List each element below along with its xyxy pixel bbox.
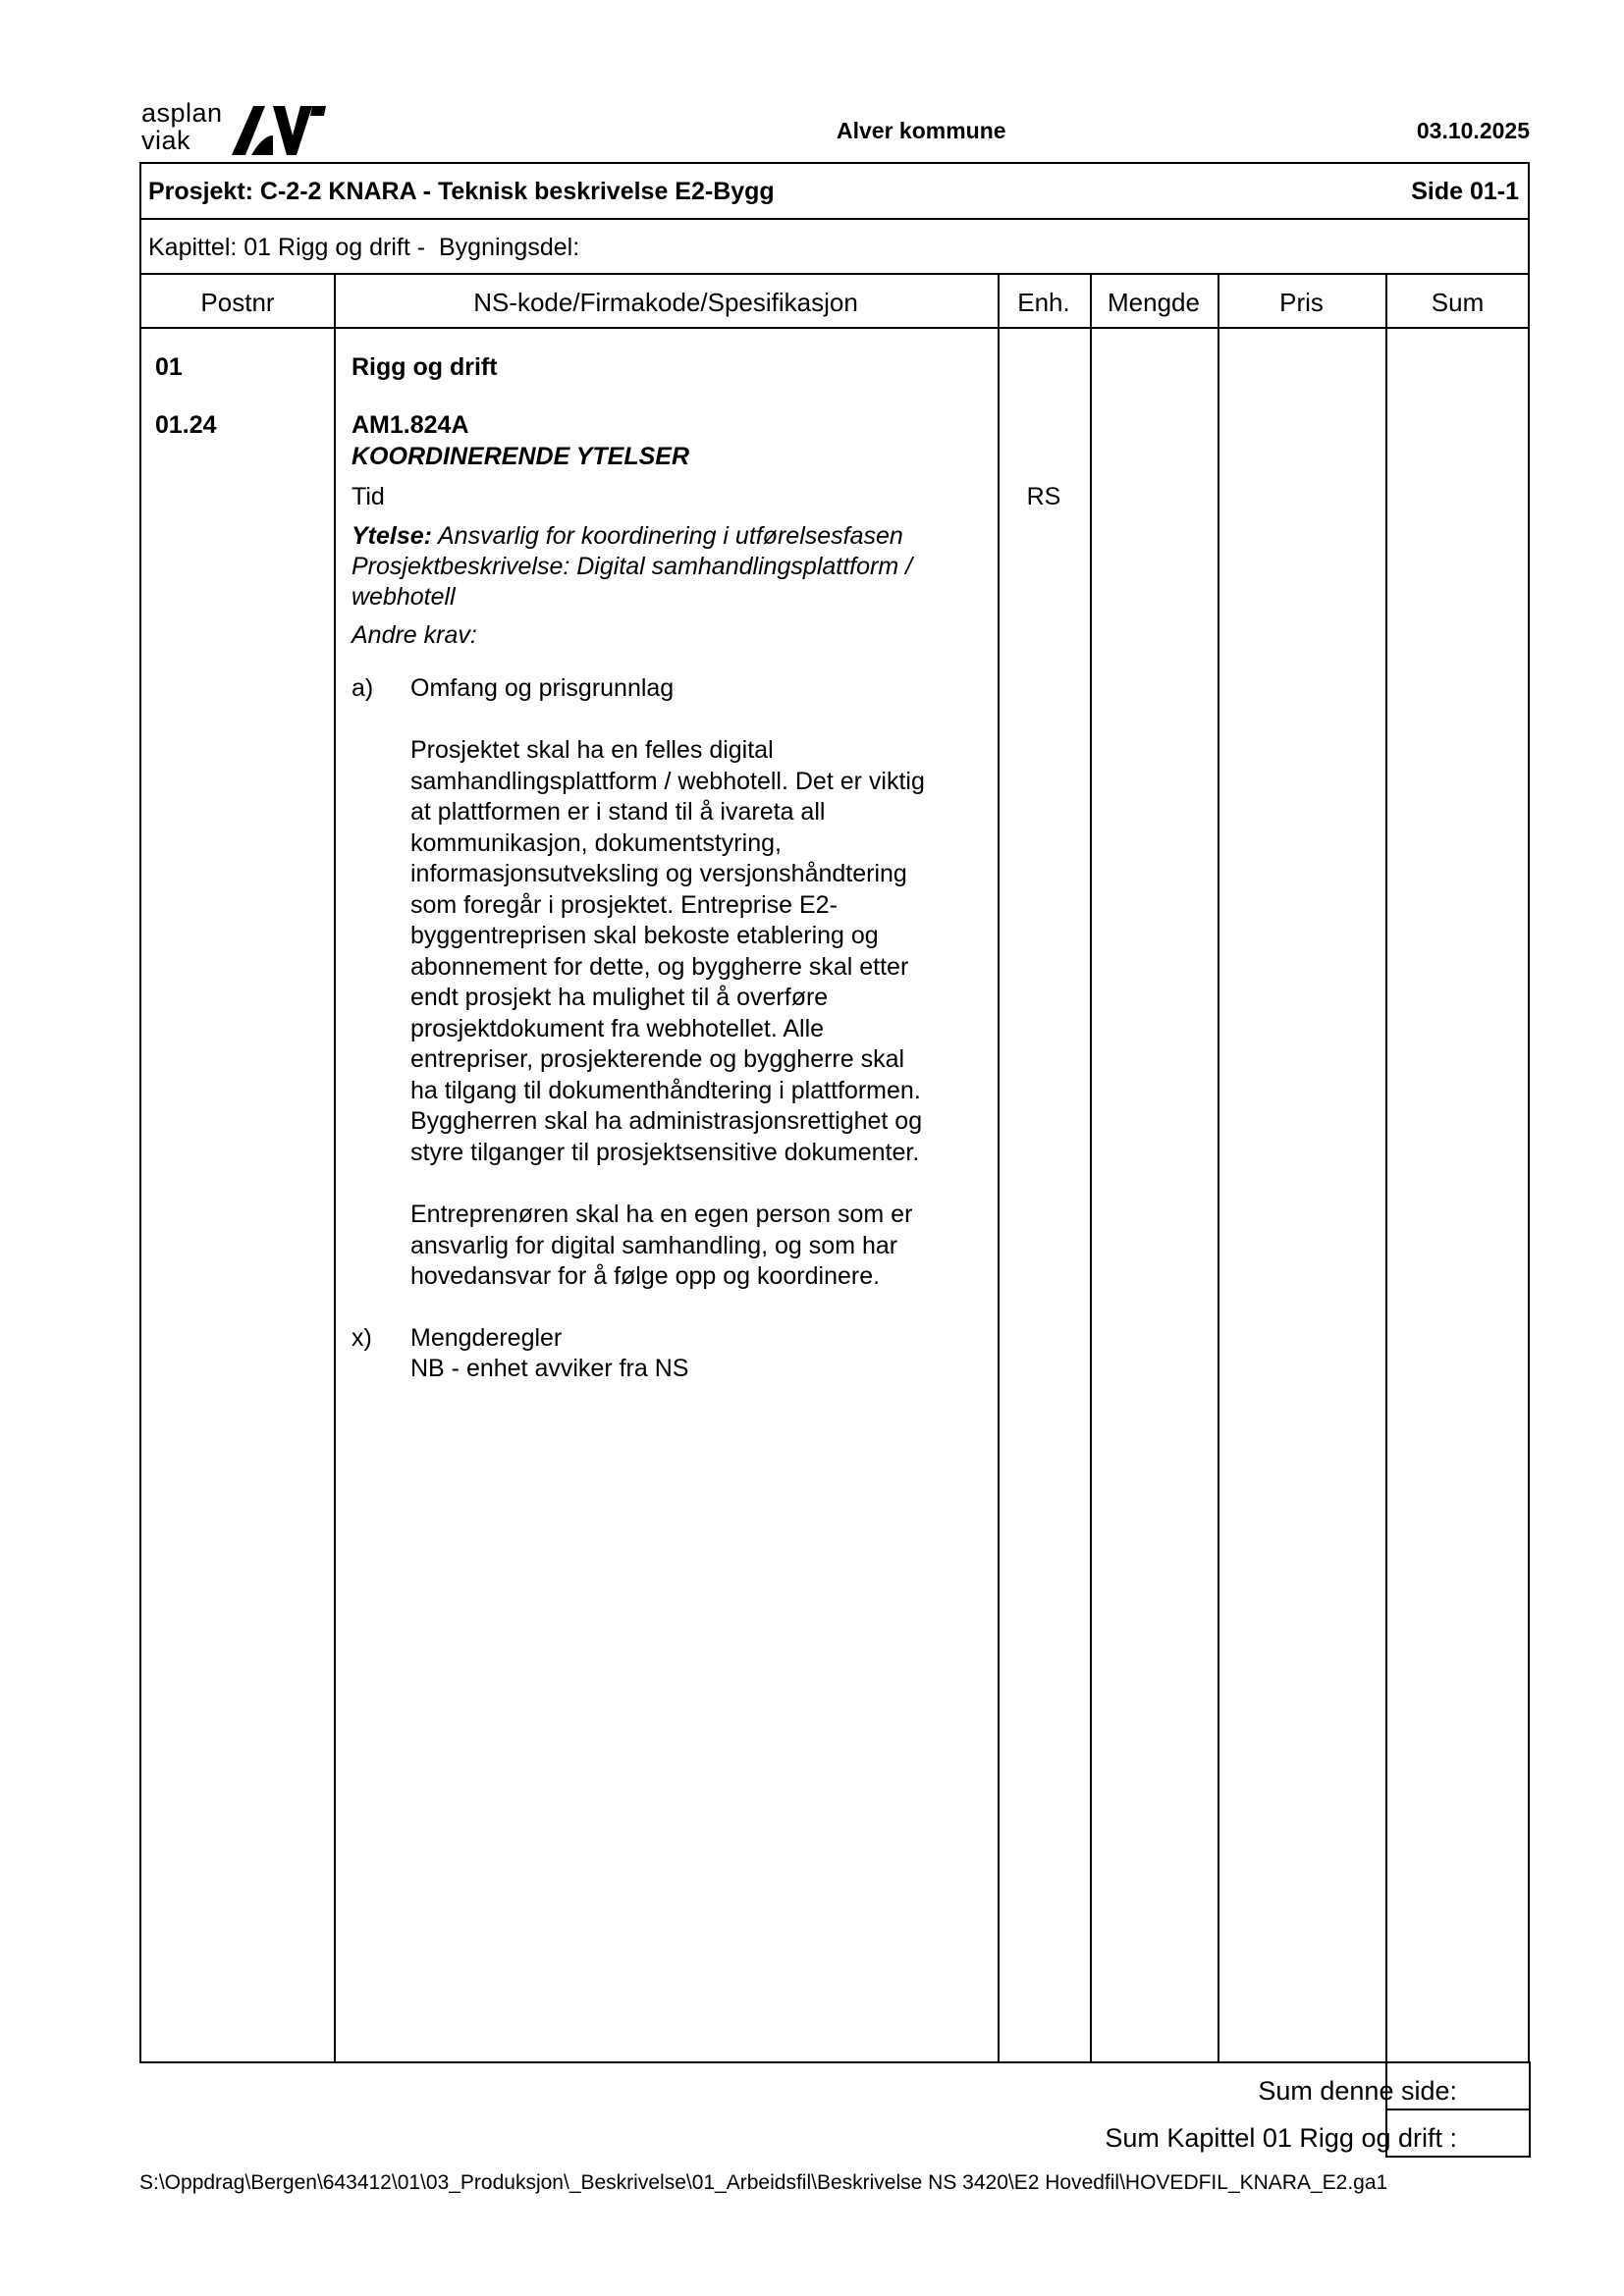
document-date: 03.10.2025	[1416, 118, 1530, 143]
chapter-number: 01	[155, 353, 183, 381]
paragraph-line: informasjonsutveksling og versjonshåndtering	[410, 860, 907, 887]
company-logo	[141, 100, 328, 161]
page-sum-label: Sum denne side:	[1258, 2076, 1457, 2106]
logo-av-mark-icon	[230, 102, 328, 159]
item-title: KOORDINERENDE YTELSER	[352, 443, 690, 470]
paragraph-line: endt prosjekt ha mulighet til å overføre	[410, 984, 829, 1011]
project-row	[141, 164, 1528, 220]
item-code: AM1.824A	[352, 411, 469, 439]
quantity-rules-text: NB - enhet avviker fra NS	[410, 1355, 689, 1382]
paragraph-line: samhandlingsplattform / webhotell. Det er viktig	[410, 767, 925, 795]
scope-paragraph-1	[410, 735, 1000, 1168]
column-divider	[1218, 275, 1219, 2061]
other-requirements-label: Andre krav:	[352, 621, 477, 649]
paragraph-line: ansvarlig for digital samhandling, og som har	[410, 1231, 898, 1259]
bill-of-quantities-table	[139, 162, 1530, 2063]
paragraph-line: at plattformen er i stand til å ivareta all	[410, 798, 826, 826]
list-marker-a: a)	[352, 674, 374, 702]
column-header-quantity: Mengde	[1108, 288, 1200, 317]
item-number: 01.24	[155, 411, 217, 439]
ytelse-label: Ytelse:	[352, 522, 432, 550]
page-number: Side 01-1	[1411, 178, 1519, 205]
chapter-title: Kapittel: 01 Rigg og drift - Bygningsdel:	[148, 234, 580, 261]
column-header-row	[141, 275, 1528, 329]
column-divider	[1385, 275, 1387, 2061]
paragraph-line: byggentreprisen skal bekoste etablering og	[410, 922, 879, 949]
column-divider	[1090, 275, 1092, 2061]
logo-wordmark	[141, 100, 223, 155]
project-description-line-1: Prosjektbeskrivelse: Digital samhandlingsplattform /	[352, 553, 913, 580]
column-header-postnr: Postnr	[200, 288, 275, 317]
ytelse-line	[352, 521, 903, 552]
column-header-price: Pris	[1279, 288, 1324, 317]
logo-line-1: asplan	[141, 98, 223, 128]
paragraph-line: prosjektdokument fra webhotellet. Alle	[410, 1014, 825, 1042]
file-path: S:\Oppdrag\Bergen\643412\01\03_Produksjon\_Beskrivelse\01_Arbeidsfil\Beskrivelse NS 3420\E2 Hovedfil\HOVEDFIL_KNARA_E2.ga1	[139, 2171, 1388, 2194]
ytelse-text: Ansvarlig for koordinering i utførelsesfasen	[431, 522, 903, 550]
item-subtitle: Tid	[352, 483, 385, 510]
project-description-line-2: webhotell	[352, 583, 456, 611]
column-header-unit: Enh.	[1017, 288, 1070, 317]
paragraph-line: Byggherren skal ha administrasjonsrettighet og	[410, 1107, 923, 1135]
municipality-name: Alver kommune	[837, 118, 1006, 143]
paragraph-line: kommunikasjon, dokumentstyring,	[410, 828, 782, 857]
project-title: Prosjekt: C-2-2 KNARA - Teknisk beskrivelse E2-Bygg	[148, 178, 775, 205]
page-sum-box	[1385, 2061, 1531, 2110]
chapter-row	[141, 220, 1528, 275]
chapter-sum-box	[1385, 2109, 1531, 2158]
logo-line-2: viak	[141, 126, 191, 155]
paragraph-line: abonnement for dette, og byggherre skal etter	[410, 952, 909, 981]
chapter-name: Rigg og drift	[352, 353, 498, 381]
paragraph-line: styre tilganger til prosjektsensitive dokumenter.	[410, 1138, 920, 1166]
scope-heading: Omfang og prisgrunnlag	[410, 674, 675, 702]
quantity-rules-heading: Mengderegler	[410, 1324, 563, 1352]
paragraph-line: entrepriser, prosjekterende og byggherre skal	[410, 1045, 905, 1073]
item-unit: RS	[1026, 483, 1061, 510]
chapter-sum-label: Sum Kapittel 01 Rigg og drift :	[1105, 2123, 1457, 2153]
paragraph-line: ha tilgang til dokumenthåndtering i plattformen.	[410, 1076, 921, 1104]
column-header-spec: NS-kode/Firmakode/Spesifikasjon	[473, 288, 858, 317]
column-divider	[334, 275, 336, 2061]
paragraph-line: som foregår i prosjektet. Entreprise E2-	[410, 890, 838, 919]
list-marker-x: x)	[352, 1324, 372, 1352]
paragraph-line: hovedansvar for å følge opp og koordinere.	[410, 1262, 881, 1290]
column-header-sum: Sum	[1431, 288, 1485, 317]
paragraph-line: Prosjektet skal ha en felles digital	[410, 736, 774, 764]
scope-paragraph-2	[410, 1200, 1000, 1293]
paragraph-line: Entreprenøren skal ha en egen person som er	[410, 1201, 913, 1228]
column-divider	[998, 275, 1000, 2061]
